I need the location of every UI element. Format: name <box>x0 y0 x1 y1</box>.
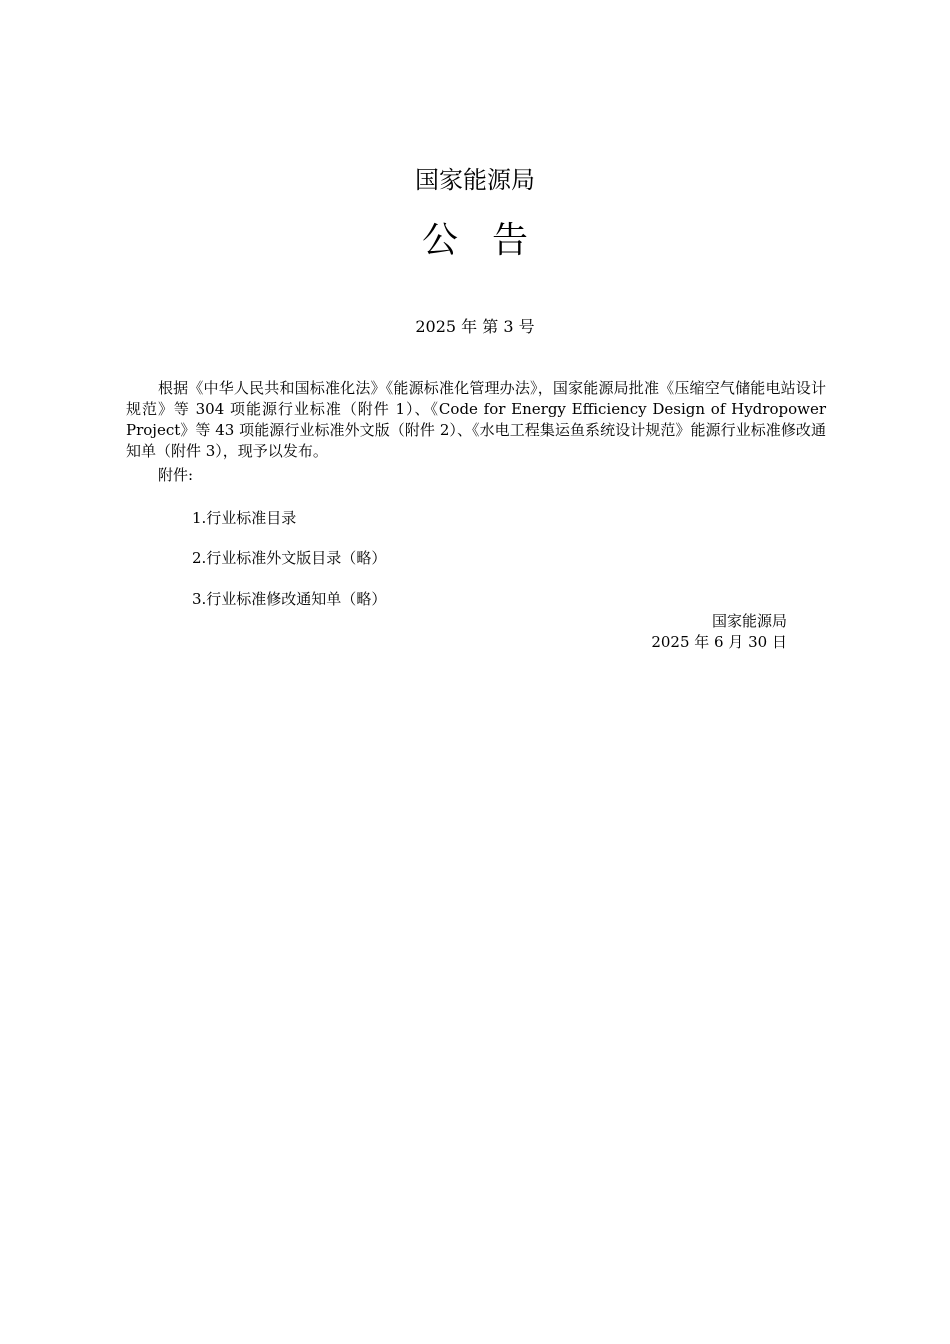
attachments-label: 附件: <box>158 466 194 484</box>
attachment-item-2: 2.行业标准外文版目录（略） <box>192 549 387 567</box>
attachment-item-3: 3.行业标准修改通知单（略） <box>192 590 387 608</box>
signature-date: 2025 年 6 月 30 日 <box>651 633 787 651</box>
announcement-paragraph: 根据《中华人民共和国标准化法》《能源标准化管理办法》，国家能源局批准《压缩空气储能电站设计规范》等 304 项能源行业标准（附件 1）、《Code for Energy Efficiency Design of Hydropower Project》等 43 项能源行业标准外文版（附件 2）、《水电工程集运鱼系统设计规范》能源行业标准修改通知单（附件 3），现予以发布。 <box>126 379 826 460</box>
document-title: 公告 <box>421 220 562 261</box>
attachment-item-1: 1.行业标准目录 <box>192 509 297 527</box>
document-number: 2025 年 第 3 号 <box>415 317 535 336</box>
issuing-organization: 国家能源局 <box>415 166 535 194</box>
signature-organization: 国家能源局 <box>711 612 787 630</box>
